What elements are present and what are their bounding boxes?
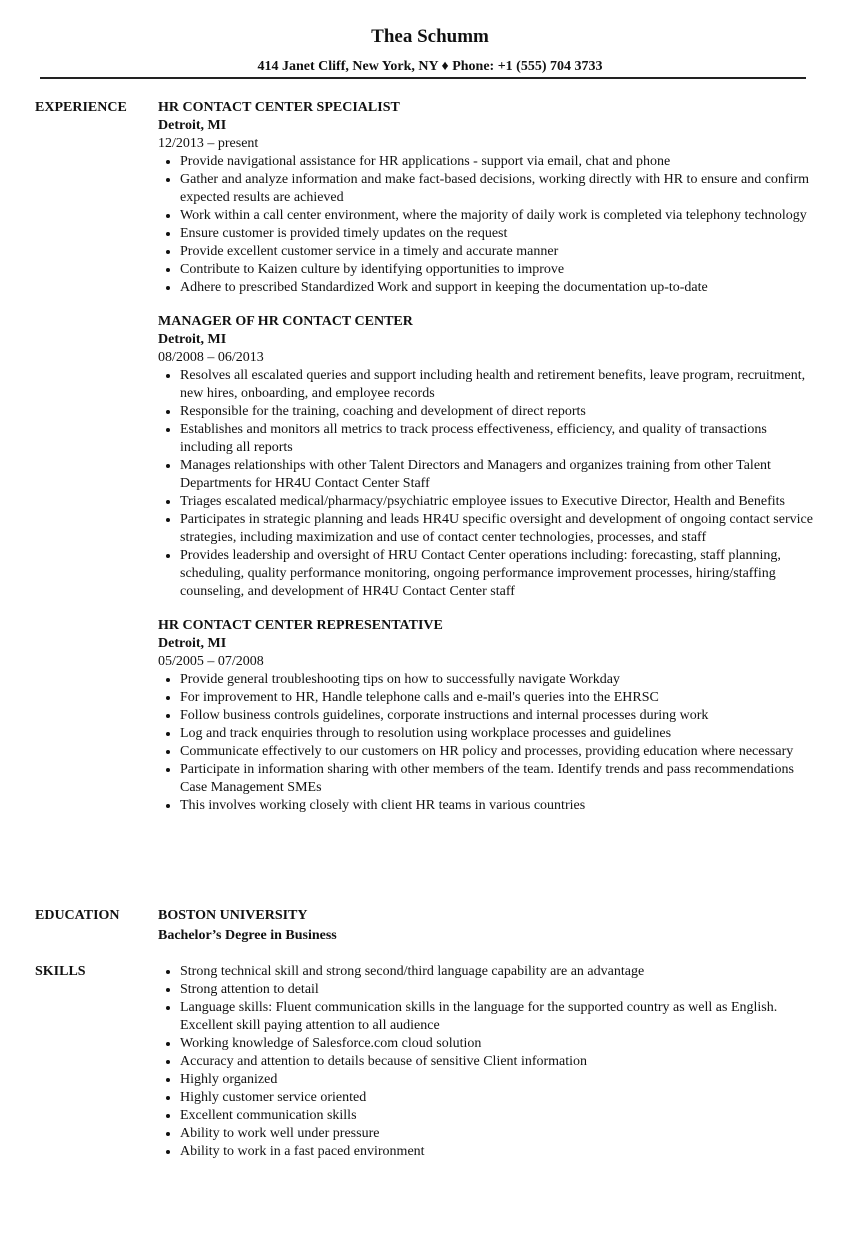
bullet-item: • Adhere to prescribed Standardized Work and support in keeping the documentation up-to-date (180, 279, 818, 297)
bullet-item: • Work within a call center environment, where the majority of daily work is completed via telephony technology (180, 207, 818, 225)
bullet-item: • Manages relationships with other Talent Directors and Managers and organizes training from other Talent Departments for HR4U Contact Center Staff (180, 457, 818, 493)
bullet-item: • Establishes and monitors all metrics to track process effectiveness, efficiency, and quality of transactions including all reports (180, 421, 818, 457)
job-location: Detroit, MI (158, 118, 227, 133)
bullet-item: • Provides leadership and oversight of HRU Contact Center operations including: forecasting, staff planning, scheduling, quality performance monitoring, ongoing performance improvement processes, hiring/staffing counseling, and development of HR4U Contact Center staff (180, 547, 818, 601)
job-title: HR CONTACT CENTER REPRESENTATIVE (158, 618, 443, 633)
section-label-skills: SKILLS (35, 964, 86, 979)
skill-item: • Working knowledge of Salesforce.com cloud solution (180, 1035, 818, 1053)
job-dates: 12/2013 – present (158, 136, 259, 151)
job-entry (158, 99, 818, 297)
bullet-item: • Provide navigational assistance for HR applications - support via email, chat and phone (180, 153, 818, 171)
bullet-item: • Follow business controls guidelines, corporate instructions and internal processes during work (180, 707, 818, 725)
bullet-item: • Contribute to Kaizen culture by identifying opportunities to improve (180, 261, 818, 279)
candidate-name: Thea Schumm (371, 26, 489, 47)
job-title: MANAGER OF HR CONTACT CENTER (158, 314, 413, 329)
job-location: Detroit, MI (158, 332, 227, 347)
skill-item: • Accuracy and attention to details because of sensitive Client information (180, 1053, 818, 1071)
job-location: Detroit, MI (158, 636, 227, 651)
bullet-item: • For improvement to HR, Handle telephone calls and e-mail's queries into the EHRSC (180, 689, 818, 707)
contact-line: 414 Janet Cliff, New York, NY ♦ Phone: +1 (555) 704 3733 (257, 59, 603, 74)
bullet-item: • This involves working closely with client HR teams in various countries (180, 797, 818, 815)
job-entry (158, 617, 818, 815)
school-name: BOSTON UNIVERSITY (158, 908, 308, 923)
skills-list (158, 963, 818, 1161)
job-bullets (158, 153, 818, 297)
bullet-item: • Log and track enquiries through to resolution using workplace processes and guidelines (180, 725, 818, 743)
skill-item: • Strong attention to detail (180, 981, 818, 999)
bullet-item: • Responsible for the training, coaching and development of direct reports (180, 403, 818, 421)
skill-item: • Strong technical skill and strong second/third language capability are an advantage (180, 963, 818, 981)
job-dates: 05/2005 – 07/2008 (158, 654, 264, 669)
section-label-experience: EXPERIENCE (35, 100, 127, 115)
bullet-item: • Participates in strategic planning and leads HR4U specific oversight and development of ongoing contact service strategies, including maximization and use of contact center technologies, processes, and staff (180, 511, 818, 547)
skill-item: • Language skills: Fluent communication skills in the language for the supported country as well as English. Excellent skill paying attention to all audience (180, 999, 818, 1035)
skill-item: • Ability to work well under pressure (180, 1125, 818, 1143)
job-dates: 08/2008 – 06/2013 (158, 350, 264, 365)
bullet-item: • Provide general troubleshooting tips on how to successfully navigate Workday (180, 671, 818, 689)
skill-item: • Highly customer service oriented (180, 1089, 818, 1107)
header-divider (40, 77, 806, 79)
job-bullets (158, 367, 818, 601)
bullet-item: • Communicate effectively to our customers on HR policy and processes, providing education where necessary (180, 743, 818, 761)
bullet-item: • Ensure customer is provided timely updates on the request (180, 225, 818, 243)
skill-item: • Excellent communication skills (180, 1107, 818, 1125)
resume-header (0, 26, 860, 75)
bullet-item: • Provide excellent customer service in a timely and accurate manner (180, 243, 818, 261)
skill-item: • Ability to work in a fast paced environment (180, 1143, 818, 1161)
job-entry (158, 313, 818, 601)
section-label-education: EDUCATION (35, 908, 120, 923)
bullet-item: • Participate in information sharing with other members of the team. Identify trends and pass recommendations Case Management SMEs (180, 761, 818, 797)
bullet-item: • Resolves all escalated queries and support including health and retirement benefits, leave program, recruitment, new hires, onboarding, and employee records (180, 367, 818, 403)
job-title: HR CONTACT CENTER SPECIALIST (158, 100, 400, 115)
degree: Bachelor’s Degree in Business (158, 928, 337, 943)
bullet-item: • Gather and analyze information and make fact-based decisions, working directly with HR to ensure and confirm expected results are achieved (180, 171, 818, 207)
job-bullets (158, 671, 818, 815)
skill-item: • Highly organized (180, 1071, 818, 1089)
bullet-item: • Triages escalated medical/pharmacy/psychiatric employee issues to Executive Director, Health and Benefits (180, 493, 818, 511)
